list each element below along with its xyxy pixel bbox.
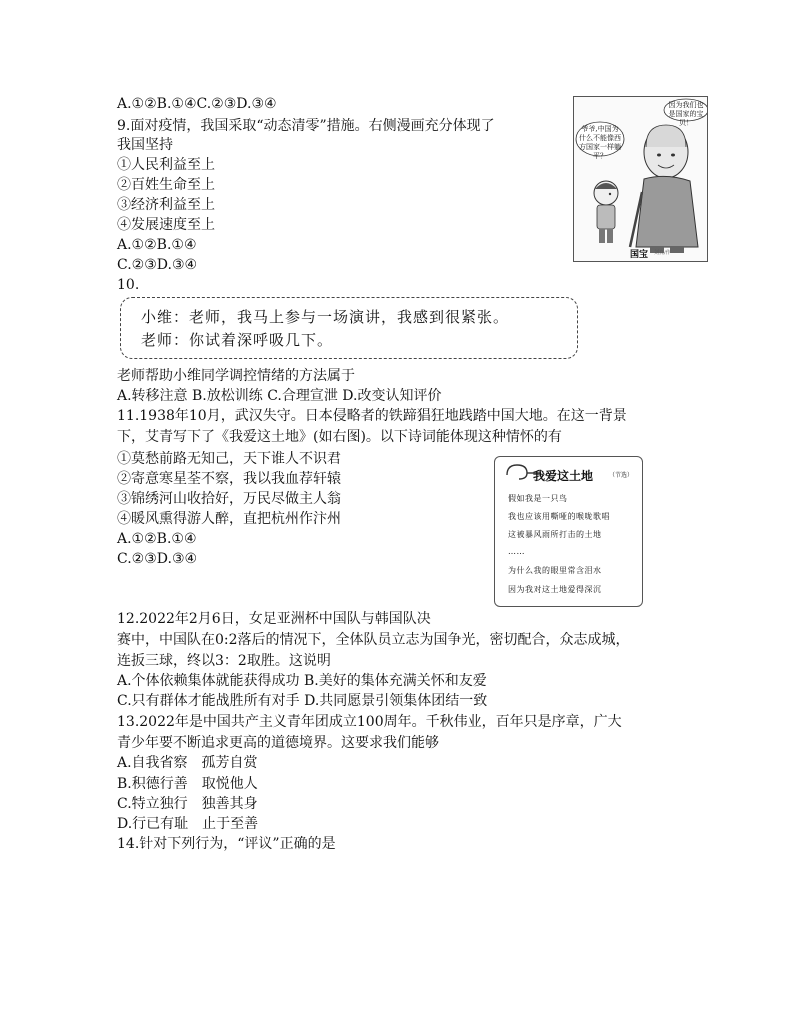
cartoon-signature: 刘真/作 bbox=[654, 250, 671, 256]
q13-option-d: D.行已有耻 止于至善 bbox=[117, 816, 259, 832]
q12-stem: 12.2022年2月6日，女足亚洲杯中国队与韩国队决 bbox=[117, 611, 431, 627]
poem-line: 假如我是一只鸟 bbox=[508, 494, 568, 503]
q9-item-3: ③经济利益至上 bbox=[117, 197, 215, 213]
q10-dialog-box bbox=[120, 297, 578, 359]
q8-options: A.①②B.①④C.②③D.③④ bbox=[117, 96, 277, 112]
q14-stem: 14.针对下列行为，“评议”正确的是 bbox=[117, 836, 336, 852]
dialog-line-teacher: 老师：你试着深呼吸几下。 bbox=[141, 331, 334, 349]
q10-options: A.转移注意 B.放松训练 C.合理宣泄 D.改变认知评价 bbox=[117, 388, 442, 404]
poem-line: 我也应该用嘶哑的喉咙歌唱 bbox=[508, 512, 610, 521]
q9-stem-cont: 我国坚持 bbox=[117, 137, 173, 153]
q9-item-4: ④发展速度至上 bbox=[117, 217, 215, 233]
cartoon-illustration bbox=[573, 96, 708, 262]
poem-line: …… bbox=[508, 547, 525, 556]
q11-stem: 11.1938年10月，武汉失守。日本侵略者的铁蹄猖狂地践踏中国大地。在这一背景 bbox=[117, 408, 627, 424]
q11-options-ab: A.①②B.①④ bbox=[117, 531, 197, 547]
q9-options-cd: C.②③D.③④ bbox=[117, 257, 198, 273]
q11-item-3: ③锦绣河山收拾好，万民尽做主人翁 bbox=[117, 491, 341, 507]
q12-options-ab: A.个体依赖集体就能获得成功 B.美好的集体充满关怀和友爱 bbox=[117, 673, 487, 689]
q11-item-2: ②寄意寒星荃不察，我以我血荐轩辕 bbox=[117, 471, 341, 487]
dialog-line-student: 小维：老师，我马上参与一场演讲，我感到很紧张。 bbox=[141, 308, 510, 326]
q9-item-1: ①人民利益至上 bbox=[117, 157, 215, 173]
q11-item-1: ①莫愁前路无知己，天下谁人不识君 bbox=[117, 451, 341, 467]
q11-item-4: ④暖风熏得游人醉，直把杭州作汴州 bbox=[117, 511, 341, 527]
q13-option-c: C.特立独行 独善其身 bbox=[117, 796, 258, 812]
poem-subtitle: （节选） bbox=[609, 472, 634, 479]
poem-line: 为什么我的眼里常含泪水 bbox=[508, 566, 602, 575]
q13-option-b: B.积德行善 取悦他人 bbox=[117, 776, 258, 792]
q13-stem: 13.2022年是中国共产主义青年团成立100周年。千秋伟业，百年只是序章，广大 bbox=[117, 714, 622, 730]
q12-stem-end: 连扳三球，终以3：2取胜。这说明 bbox=[117, 653, 331, 669]
q11-stem-cont: 下，艾青写下了《我爱这土地》(如右图)。以下诗词能体现这种情怀的有 bbox=[117, 429, 562, 445]
q9-item-2: ②百姓生命至上 bbox=[117, 177, 215, 193]
q12-stem-cont: 赛中，中国队在0:2落后的情况下，全体队员立志为国争光，密切配合，众志成城， bbox=[117, 632, 630, 648]
q9-options-ab: A.①②B.①④ bbox=[117, 237, 197, 253]
cartoon-caption: 国宝 bbox=[630, 250, 649, 260]
cartoon-bubble-child: 爷爷,中国为什么不能像西方国家一样躺平？ bbox=[579, 125, 621, 160]
q9-stem: 9.面对疫情，我国采取“动态清零”措施。右侧漫画充分体现了 bbox=[117, 118, 495, 134]
q11-options-cd: C.②③D.③④ bbox=[117, 551, 198, 567]
poem-line: 这被暴风雨所打击的土地 bbox=[508, 530, 602, 539]
q10-stem: 老师帮助小维同学调控情绪的方法属于 bbox=[117, 368, 355, 384]
poem-title: 我爱这土地 bbox=[533, 469, 594, 483]
poem-excerpt-box bbox=[494, 456, 643, 607]
q13-option-a: A.自我省察 孤芳自赏 bbox=[117, 755, 258, 771]
poem-line: 因为我对这土地爱得深沉 bbox=[508, 585, 602, 594]
q12-options-cd: C.只有群体才能战胜所有对手 D.共同愿景引领集体团结一致 bbox=[117, 693, 488, 709]
q10-number: 10. bbox=[117, 277, 140, 293]
cartoon-bubble-grandpa: 因为我们也是国家的宝贝！ bbox=[668, 101, 704, 127]
q13-stem-cont: 青少年要不断追求更高的道德境界。这要求我们能够 bbox=[117, 735, 439, 751]
